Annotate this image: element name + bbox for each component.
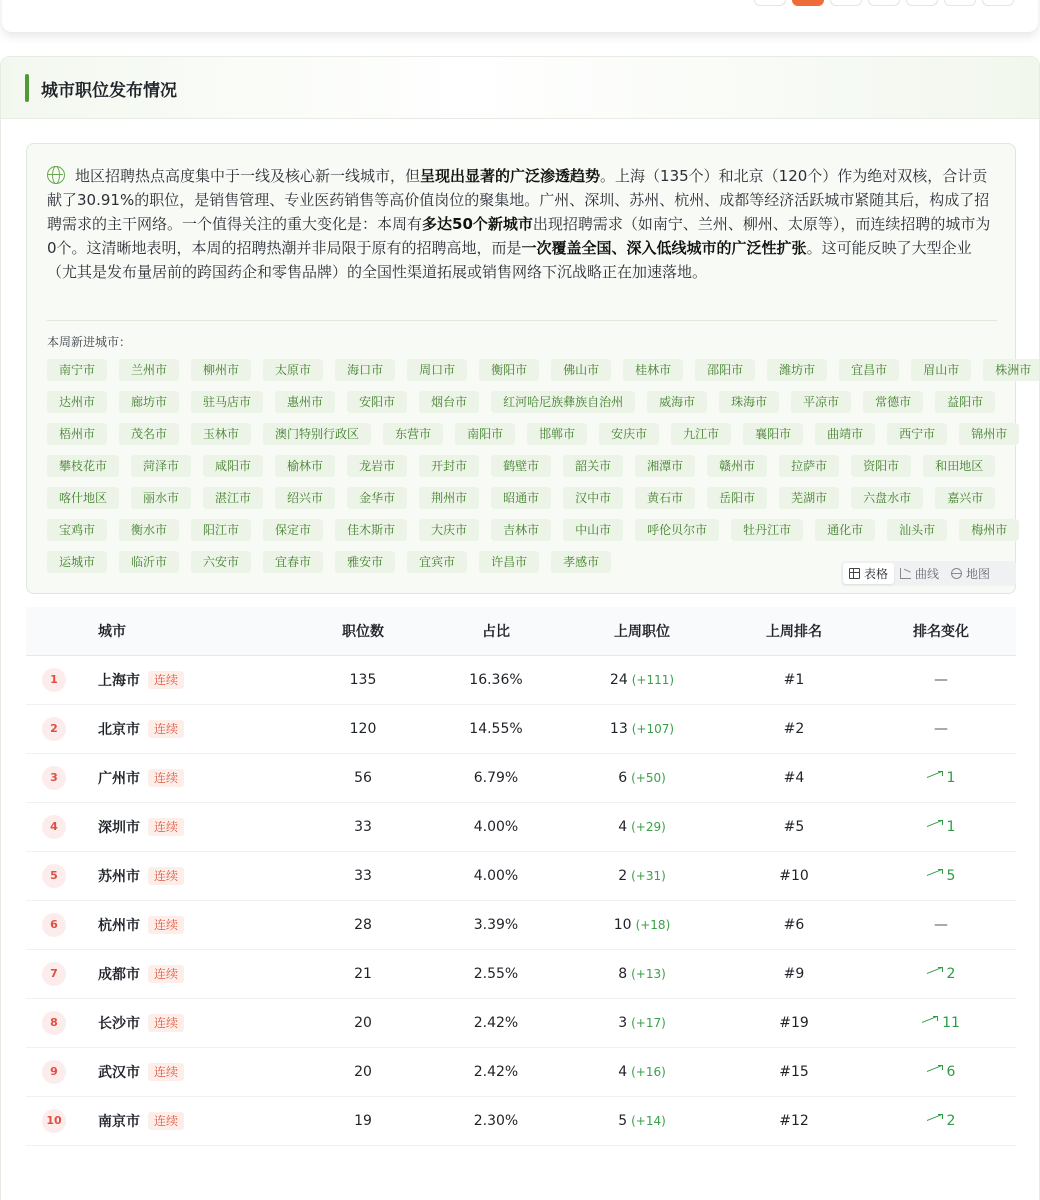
city-cell xyxy=(82,1047,296,1096)
rank-change-up xyxy=(927,819,956,835)
city-tag: 芜湖市 xyxy=(779,487,839,509)
last-week-cell xyxy=(562,949,722,998)
jobs-delta: (+18) xyxy=(635,917,671,932)
view-table-button[interactable] xyxy=(843,563,894,584)
table-row[interactable] xyxy=(26,1047,1016,1096)
city-tag: 海口市 xyxy=(335,359,395,381)
city-tag: 邵阳市 xyxy=(695,359,755,381)
rank-change-cell xyxy=(866,753,1016,802)
city-tag-row xyxy=(47,482,1007,514)
rank-badge: 6 xyxy=(42,913,66,937)
city-tag: 六盘水市 xyxy=(851,487,923,509)
city-tag: 西宁市 xyxy=(887,423,947,445)
count-cell: 120 xyxy=(296,704,430,753)
city-tag: 襄阳市 xyxy=(743,423,803,445)
city-tag: 昭通市 xyxy=(491,487,551,509)
pagination-next-button[interactable] xyxy=(982,0,1014,6)
city-tag: 烟台市 xyxy=(419,391,479,413)
last-week-rank-cell: #15 xyxy=(722,1047,866,1096)
city-tag: 资阳市 xyxy=(851,455,911,477)
city-tag: 拉萨市 xyxy=(779,455,839,477)
city-name: 杭州市 xyxy=(98,917,140,934)
city-tag: 茂名市 xyxy=(119,423,179,445)
streak-tag: 连续 xyxy=(148,1112,184,1130)
insight-highlight: 多达50个新城市 xyxy=(422,215,533,233)
pagination-page[interactable] xyxy=(906,0,938,6)
city-cell xyxy=(82,900,296,949)
rank-badge: 1 xyxy=(42,668,66,692)
jobs-delta: (+16) xyxy=(631,1064,666,1079)
rank-change-none: — xyxy=(934,916,948,933)
jobs-delta: (+31) xyxy=(631,868,666,883)
rank-change-cell xyxy=(866,998,1016,1047)
city-tag: 湘潭市 xyxy=(635,455,695,477)
city-tag: 佛山市 xyxy=(551,359,611,381)
last-week-cell xyxy=(562,998,722,1047)
last-week-jobs: 10 xyxy=(613,916,632,933)
city-tag: 绍兴市 xyxy=(275,487,335,509)
last-week-cell xyxy=(562,655,722,704)
pagination-page-active[interactable] xyxy=(792,0,824,6)
streak-tag: 连续 xyxy=(148,769,184,787)
rank-change-up xyxy=(927,966,956,982)
rank-change-none: — xyxy=(934,720,948,737)
city-tag: 安阳市 xyxy=(347,391,407,413)
city-tag: 佳木斯市 xyxy=(335,519,407,541)
city-tag: 咸阳市 xyxy=(203,455,263,477)
table-row[interactable] xyxy=(26,998,1016,1047)
header-share: 占比 xyxy=(430,607,562,655)
city-cell xyxy=(82,802,296,851)
rank-change-up xyxy=(927,868,956,884)
city-tag: 衡阳市 xyxy=(479,359,539,381)
header-rank xyxy=(26,607,82,655)
city-name: 上海市 xyxy=(98,672,140,689)
city-tag: 达州市 xyxy=(47,391,107,413)
rank-change-cell xyxy=(866,1096,1016,1145)
rank-cell xyxy=(26,655,82,704)
last-week-rank-cell: #5 xyxy=(722,802,866,851)
rank-badge: 7 xyxy=(42,962,66,986)
last-week-jobs: 4 xyxy=(618,818,628,835)
rank-change-value: 2 xyxy=(946,965,956,982)
city-jobs-section xyxy=(0,56,1040,1200)
rank-change-up xyxy=(927,1064,956,1080)
previous-card xyxy=(2,0,1038,32)
globe-icon xyxy=(47,166,65,184)
city-tag: 六安市 xyxy=(191,551,251,573)
insight-fragment: 。上海（135个）和北京（120个）作为绝对双核，合计贡献了30.91%的职位，是销售管理、专业医药销售等高价值岗位的聚集地。广州、深圳、苏州、杭州、成都等经济活跃城市紧随其后，构成了招聘需求的主干网络。一个值得关注的重大变化是：本周有 xyxy=(47,167,990,233)
rank-badge: 4 xyxy=(42,815,66,839)
rank-change-value: 11 xyxy=(942,1014,960,1031)
trending-up-icon xyxy=(927,968,943,978)
last-week-cell xyxy=(562,1047,722,1096)
city-cell xyxy=(82,1096,296,1145)
city-tag: 中山市 xyxy=(563,519,623,541)
city-tag: 柳州市 xyxy=(191,359,251,381)
rank-change-cell xyxy=(866,900,1016,949)
city-tag: 平凉市 xyxy=(791,391,851,413)
rank-cell xyxy=(26,802,82,851)
last-week-cell xyxy=(562,900,722,949)
last-week-cell xyxy=(562,753,722,802)
city-tag: 宜宾市 xyxy=(407,551,467,573)
streak-tag: 连续 xyxy=(148,965,184,983)
city-name: 长沙市 xyxy=(98,1015,140,1032)
last-week-jobs: 13 xyxy=(609,720,628,737)
share-cell: 4.00% xyxy=(430,851,562,900)
new-cities-label: 本周新进城市： xyxy=(47,335,132,349)
city-tag: 太原市 xyxy=(263,359,323,381)
city-tag: 九江市 xyxy=(671,423,731,445)
city-tag: 宜昌市 xyxy=(839,359,899,381)
city-tag: 威海市 xyxy=(647,391,707,413)
city-tag: 大庆市 xyxy=(419,519,479,541)
city-tag: 和田地区 xyxy=(923,455,995,477)
rank-cell xyxy=(26,998,82,1047)
city-tag: 黄石市 xyxy=(635,487,695,509)
last-week-rank-cell: #10 xyxy=(722,851,866,900)
table-row[interactable] xyxy=(26,753,1016,802)
jobs-delta: (+29) xyxy=(631,819,666,834)
streak-tag: 连续 xyxy=(148,818,184,836)
pagination-page[interactable] xyxy=(944,0,976,6)
rank-change-cell xyxy=(866,949,1016,998)
city-tag: 韶关市 xyxy=(563,455,623,477)
insight-text xyxy=(47,167,990,281)
rank-change-up xyxy=(927,1113,956,1129)
city-tag: 许昌市 xyxy=(479,551,539,573)
streak-tag: 连续 xyxy=(148,916,184,934)
city-name: 苏州市 xyxy=(98,868,140,885)
city-tag: 运城市 xyxy=(47,551,107,573)
last-week-jobs: 4 xyxy=(618,1063,628,1080)
pagination-page[interactable] xyxy=(830,0,862,6)
city-tag: 玉林市 xyxy=(191,423,251,445)
city-tag: 桂林市 xyxy=(623,359,683,381)
last-week-jobs: 2 xyxy=(618,867,628,884)
share-cell: 4.00% xyxy=(430,802,562,851)
view-table-label: 表格 xyxy=(864,567,889,581)
insight-paragraph xyxy=(47,164,997,284)
section-accent-bar xyxy=(25,74,29,102)
map-globe-icon xyxy=(951,568,962,579)
trending-up-icon xyxy=(927,772,943,782)
view-switcher xyxy=(841,561,1016,586)
jobs-delta: (+50) xyxy=(631,770,666,785)
rank-change-value: 1 xyxy=(946,818,956,835)
table-row[interactable] xyxy=(26,1096,1016,1145)
city-tag: 开封市 xyxy=(419,455,479,477)
share-cell: 3.39% xyxy=(430,900,562,949)
last-week-rank-cell: #2 xyxy=(722,704,866,753)
city-tag: 宜春市 xyxy=(263,551,323,573)
jobs-delta: (+111) xyxy=(631,672,675,687)
city-tag: 锦州市 xyxy=(959,423,1019,445)
city-tag: 眉山市 xyxy=(911,359,971,381)
rank-badge: 2 xyxy=(42,717,66,741)
pagination xyxy=(754,0,1014,6)
city-name: 北京市 xyxy=(98,721,140,738)
insight-fragment: 。这可能反映了大型企业（尤其是发布量居前的跨国药企和零售品牌）的全国性渠道拓展或销售网络下沉战略正在加速落地。 xyxy=(47,239,972,281)
header-last-week-jobs: 上周职位 xyxy=(562,607,722,655)
city-tag: 汉中市 xyxy=(563,487,623,509)
city-name: 深圳市 xyxy=(98,819,140,836)
jobs-delta: (+107) xyxy=(631,721,675,736)
last-week-cell xyxy=(562,1096,722,1145)
city-name: 南京市 xyxy=(98,1113,140,1130)
count-cell: 33 xyxy=(296,851,430,900)
streak-tag: 连续 xyxy=(148,1014,184,1032)
city-tag: 珠海市 xyxy=(719,391,779,413)
section-header xyxy=(1,57,1039,119)
view-map-button[interactable] xyxy=(945,563,996,584)
city-tag: 兰州市 xyxy=(119,359,179,381)
last-week-jobs: 6 xyxy=(618,769,628,786)
view-line-button[interactable] xyxy=(894,563,945,584)
last-week-rank-cell: #4 xyxy=(722,753,866,802)
table-row[interactable] xyxy=(26,949,1016,998)
last-week-cell xyxy=(562,704,722,753)
count-cell: 19 xyxy=(296,1096,430,1145)
share-cell: 2.42% xyxy=(430,998,562,1047)
count-cell: 20 xyxy=(296,1047,430,1096)
city-tag: 驻马店市 xyxy=(191,391,263,413)
header-last-week-rank: 上周排名 xyxy=(722,607,866,655)
city-tag: 南阳市 xyxy=(455,423,515,445)
rank-change-up xyxy=(927,770,956,786)
city-tag: 保定市 xyxy=(263,519,323,541)
rank-badge: 8 xyxy=(42,1011,66,1035)
rank-change-cell xyxy=(866,851,1016,900)
city-tag: 廊坊市 xyxy=(119,391,179,413)
rank-change-up xyxy=(922,1015,960,1031)
section-title: 城市职位发布情况 xyxy=(41,81,177,101)
share-cell: 2.55% xyxy=(430,949,562,998)
share-cell: 6.79% xyxy=(430,753,562,802)
view-line-label: 曲线 xyxy=(915,567,940,581)
streak-tag: 连续 xyxy=(148,671,184,689)
count-cell: 28 xyxy=(296,900,430,949)
rank-badge: 3 xyxy=(42,766,66,790)
header-count: 职位数 xyxy=(296,607,430,655)
city-tag: 岳阳市 xyxy=(707,487,767,509)
city-tag: 菏泽市 xyxy=(131,455,191,477)
city-table xyxy=(26,607,1016,1146)
header-rank-change: 排名变化 xyxy=(866,607,1016,655)
trending-up-icon xyxy=(927,870,943,880)
rank-cell xyxy=(26,1096,82,1145)
city-tag: 鹤壁市 xyxy=(491,455,551,477)
table-row[interactable] xyxy=(26,704,1016,753)
city-tag: 榆林市 xyxy=(275,455,335,477)
city-tag: 澳门特别行政区 xyxy=(263,423,371,445)
jobs-delta: (+14) xyxy=(631,1113,666,1128)
city-tag: 孝感市 xyxy=(551,551,611,573)
city-tag: 曲靖市 xyxy=(815,423,875,445)
city-tag: 攀枝花市 xyxy=(47,455,119,477)
city-cell xyxy=(82,655,296,704)
header-city: 城市 xyxy=(82,607,296,655)
city-tag: 安庆市 xyxy=(599,423,659,445)
city-tag: 梅州市 xyxy=(959,519,1019,541)
city-name: 成都市 xyxy=(98,966,140,983)
count-cell: 135 xyxy=(296,655,430,704)
city-tag: 丽水市 xyxy=(131,487,191,509)
last-week-rank-cell: #12 xyxy=(722,1096,866,1145)
city-tag: 潍坊市 xyxy=(767,359,827,381)
city-tag: 雅安市 xyxy=(335,551,395,573)
rank-cell xyxy=(26,753,82,802)
table-row[interactable] xyxy=(26,802,1016,851)
rank-change-cell xyxy=(866,704,1016,753)
last-week-jobs: 24 xyxy=(609,671,628,688)
trending-up-icon xyxy=(922,1017,938,1027)
rank-change-cell xyxy=(866,1047,1016,1096)
city-tag: 赣州市 xyxy=(707,455,767,477)
city-tag: 荆州市 xyxy=(419,487,479,509)
insight-fragment: 出现招聘需求（如南宁、兰州、柳州、太原等），而连续招聘的城市为0个。这清晰地表明，本周的招聘热潮并非局限于原有的招聘高地，而是 xyxy=(47,215,991,257)
streak-tag: 连续 xyxy=(148,720,184,738)
rank-cell xyxy=(26,1047,82,1096)
streak-tag: 连续 xyxy=(148,867,184,885)
insight-highlight: 呈现出显著的广泛渗透趋势 xyxy=(420,167,601,185)
count-cell: 56 xyxy=(296,753,430,802)
rank-cell xyxy=(26,851,82,900)
insight-fragment: 地区招聘热点高度集中于一线及核心新一线城市，但 xyxy=(75,167,421,185)
city-tag: 南宁市 xyxy=(47,359,107,381)
share-cell: 16.36% xyxy=(430,655,562,704)
line-chart-icon xyxy=(900,568,911,579)
last-week-rank-cell: #9 xyxy=(722,949,866,998)
city-tag-row xyxy=(47,354,1032,386)
city-tag: 株洲市 xyxy=(983,359,1040,381)
last-week-rank-cell: #19 xyxy=(722,998,866,1047)
pagination-page[interactable] xyxy=(868,0,900,6)
rank-cell xyxy=(26,704,82,753)
share-cell: 2.42% xyxy=(430,1047,562,1096)
city-cell xyxy=(82,851,296,900)
city-tag: 金华市 xyxy=(347,487,407,509)
rank-change-cell xyxy=(866,655,1016,704)
city-name: 广州市 xyxy=(98,770,140,787)
last-week-jobs: 5 xyxy=(618,1112,628,1129)
city-tag: 阳江市 xyxy=(191,519,251,541)
rank-change-value: 1 xyxy=(946,769,956,786)
new-cities-list xyxy=(47,354,1032,578)
table-row[interactable] xyxy=(26,655,1016,704)
city-tag: 益阳市 xyxy=(935,391,995,413)
city-tag: 梧州市 xyxy=(47,423,107,445)
city-cell xyxy=(82,704,296,753)
city-tag: 吉林市 xyxy=(491,519,551,541)
city-cell xyxy=(82,753,296,802)
city-tag: 嘉兴市 xyxy=(935,487,995,509)
city-cell xyxy=(82,998,296,1047)
city-tag-row xyxy=(47,514,1007,546)
city-tag: 喀什地区 xyxy=(47,487,119,509)
city-tag: 邯郸市 xyxy=(527,423,587,445)
city-tag: 红河哈尼族彝族自治州 xyxy=(491,391,635,413)
city-tag: 湛江市 xyxy=(203,487,263,509)
jobs-delta: (+17) xyxy=(631,1015,666,1030)
city-tag: 通化市 xyxy=(815,519,875,541)
count-cell: 20 xyxy=(296,998,430,1047)
rank-badge: 9 xyxy=(42,1060,66,1084)
last-week-jobs: 3 xyxy=(618,1014,628,1031)
last-week-jobs: 8 xyxy=(618,965,628,982)
rank-cell xyxy=(26,900,82,949)
view-map-label: 地图 xyxy=(966,567,991,581)
rank-badge: 5 xyxy=(42,864,66,888)
trending-up-icon xyxy=(927,1066,943,1076)
rank-badge: 10 xyxy=(42,1109,66,1133)
rank-change-value: 2 xyxy=(946,1112,956,1129)
rank-change-value: 6 xyxy=(946,1063,956,1080)
city-tag-row xyxy=(47,386,1007,418)
count-cell: 33 xyxy=(296,802,430,851)
table-row[interactable] xyxy=(26,900,1016,949)
city-tag: 汕头市 xyxy=(887,519,947,541)
divider xyxy=(47,320,997,321)
city-tag: 临沂市 xyxy=(119,551,179,573)
insight-highlight: 一次覆盖全国、深入低线城市的广泛性扩张 xyxy=(521,239,807,257)
city-tag: 周口市 xyxy=(407,359,467,381)
rank-change-none: — xyxy=(934,671,948,688)
share-cell: 14.55% xyxy=(430,704,562,753)
city-tag: 牡丹江市 xyxy=(731,519,803,541)
insight-box xyxy=(26,143,1032,594)
share-cell: 2.30% xyxy=(430,1096,562,1145)
city-tag: 宝鸡市 xyxy=(47,519,107,541)
streak-tag: 连续 xyxy=(148,1063,184,1081)
city-tag: 惠州市 xyxy=(275,391,335,413)
rank-change-cell xyxy=(866,802,1016,851)
last-week-cell xyxy=(562,802,722,851)
city-cell xyxy=(82,949,296,998)
city-tag: 衡水市 xyxy=(119,519,179,541)
city-tag: 东营市 xyxy=(383,423,443,445)
city-name: 武汉市 xyxy=(98,1064,140,1081)
trending-up-icon xyxy=(927,821,943,831)
city-tag: 呼伦贝尔市 xyxy=(635,519,719,541)
city-tag: 常德市 xyxy=(863,391,923,413)
count-cell: 21 xyxy=(296,949,430,998)
rank-change-value: 5 xyxy=(946,867,956,884)
jobs-delta: (+13) xyxy=(631,966,666,981)
table-icon xyxy=(849,568,860,579)
city-tag-row xyxy=(47,450,1007,482)
pagination-prev-button[interactable] xyxy=(754,0,786,6)
last-week-rank-cell: #1 xyxy=(722,655,866,704)
table-header-row xyxy=(26,607,1016,655)
last-week-rank-cell: #6 xyxy=(722,900,866,949)
city-tag: 龙岩市 xyxy=(347,455,407,477)
last-week-cell xyxy=(562,851,722,900)
trending-up-icon xyxy=(927,1115,943,1125)
rank-cell xyxy=(26,949,82,998)
table-row[interactable] xyxy=(26,851,1016,900)
city-tag-row xyxy=(47,418,1007,450)
